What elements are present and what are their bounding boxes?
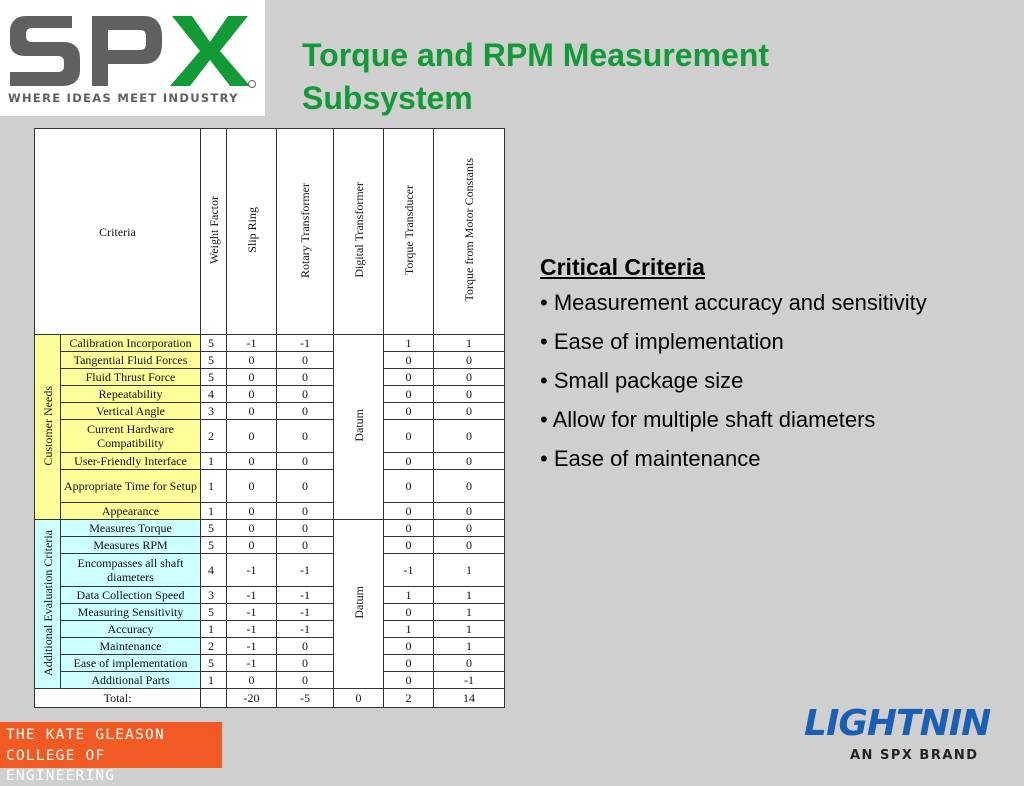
- table-cell: 0: [384, 352, 434, 369]
- table-body: [35, 335, 505, 689]
- criterion-label: Additional Parts: [61, 672, 201, 689]
- table-cell: 1: [201, 470, 227, 503]
- table-row: [35, 470, 505, 503]
- total-label: Total:: [35, 689, 201, 708]
- table-cell: 1: [434, 604, 505, 621]
- criterion-label: Current Hardware Compatibility: [61, 420, 201, 453]
- table-row: [35, 621, 505, 638]
- table-cell: 0: [384, 520, 434, 537]
- table-cell: 0: [384, 655, 434, 672]
- table-cell: 0: [384, 369, 434, 386]
- table-cell: -1: [277, 604, 334, 621]
- college-line-2: COLLEGE OF ENGINEERING: [6, 748, 116, 784]
- table-cell: 0: [277, 369, 334, 386]
- group-label: Customer Needs: [35, 335, 61, 520]
- table-cell: -1: [277, 335, 334, 352]
- table-header-row: [35, 129, 505, 335]
- criterion-label: Tangential Fluid Forces: [61, 352, 201, 369]
- table-cell: -1: [277, 587, 334, 604]
- lightnin-logo: [804, 704, 1022, 766]
- spx-logo: [0, 0, 265, 116]
- table-cell: 0: [434, 655, 505, 672]
- table-cell: 0: [227, 537, 277, 554]
- table-cell: 0: [227, 386, 277, 403]
- table-cell: -1: [227, 655, 277, 672]
- table-cell: 1: [384, 335, 434, 352]
- table-cell: -1: [277, 554, 334, 587]
- criterion-label: Repeatability: [61, 386, 201, 403]
- table-cell: 0: [384, 638, 434, 655]
- table-cell: 0: [434, 537, 505, 554]
- table-cell: 0: [384, 537, 434, 554]
- table-cell: 3: [201, 403, 227, 420]
- lightnin-subtitle: AN SPX BRAND: [850, 748, 979, 763]
- critical-criteria: [540, 252, 1010, 485]
- table-cell: -1: [227, 638, 277, 655]
- criterion-label: Accuracy: [61, 621, 201, 638]
- table-cell: 5: [201, 520, 227, 537]
- bullet-item: • Ease of maintenance: [540, 446, 761, 471]
- column-header: Digital Transformer: [334, 129, 384, 335]
- criterion-label: Measures RPM: [61, 537, 201, 554]
- table-cell: 0: [227, 470, 277, 503]
- table-row: [35, 554, 505, 587]
- table-cell: 0: [227, 453, 277, 470]
- table-cell: 0: [227, 520, 277, 537]
- table-cell: 0: [384, 386, 434, 403]
- table-cell: -1: [384, 554, 434, 587]
- table-cell: 1: [201, 672, 227, 689]
- table-cell: 0: [277, 403, 334, 420]
- criterion-label: Appearance: [61, 503, 201, 520]
- table-cell: 0: [434, 352, 505, 369]
- table-row: [35, 335, 505, 352]
- table-row: [35, 369, 505, 386]
- column-header: Torque from Motor Constants: [434, 129, 505, 335]
- table-cell: 1: [384, 621, 434, 638]
- table-row: [35, 537, 505, 554]
- criterion-label: Data Collection Speed: [61, 587, 201, 604]
- table-cell: -1: [277, 621, 334, 638]
- table-cell: 0: [434, 470, 505, 503]
- table-cell: 1: [434, 335, 505, 352]
- table-cell: 0: [434, 420, 505, 453]
- table-cell: 5: [201, 604, 227, 621]
- criterion-label: Appropriate Time for Setup: [61, 470, 201, 503]
- criterion-label: Measures Torque: [61, 520, 201, 537]
- criterion-label: Fluid Thrust Force: [61, 369, 201, 386]
- table-cell: 0: [277, 352, 334, 369]
- table-cell: 2: [384, 689, 434, 708]
- table-cell: 0: [277, 420, 334, 453]
- table-cell: 0: [227, 420, 277, 453]
- criterion-label: Measuring Sensitivity: [61, 604, 201, 621]
- table-row: [35, 604, 505, 621]
- table-cell: 0: [334, 689, 384, 708]
- table-cell: 1: [201, 621, 227, 638]
- table-cell: 0: [227, 672, 277, 689]
- table-cell: 0: [434, 403, 505, 420]
- table-cell: 0: [277, 453, 334, 470]
- table-cell: 3: [201, 587, 227, 604]
- total-row: [35, 689, 505, 708]
- table-cell: 4: [201, 554, 227, 587]
- bullet-item: • Ease of implementation: [540, 329, 784, 354]
- criterion-label: Calibration Incorporation: [61, 335, 201, 352]
- table-cell: 5: [201, 352, 227, 369]
- table-cell: 4: [201, 386, 227, 403]
- criteria-header: Criteria: [35, 129, 201, 335]
- table-cell: 0: [384, 403, 434, 420]
- table-cell: 5: [201, 369, 227, 386]
- group-label: Additional Evaluation Criteria: [35, 520, 61, 689]
- table-row: [35, 655, 505, 672]
- table-cell: 1: [434, 587, 505, 604]
- table-cell: 5: [201, 335, 227, 352]
- table-cell: -1: [227, 587, 277, 604]
- table-cell: 0: [434, 503, 505, 520]
- table-cell: 1: [434, 554, 505, 587]
- table-cell: 2: [201, 638, 227, 655]
- datum-cell: Datum: [334, 520, 384, 689]
- criterion-label: Ease of implementation: [61, 655, 201, 672]
- college-logo: [0, 722, 222, 784]
- table-cell: 0: [277, 386, 334, 403]
- table-cell: 0: [384, 503, 434, 520]
- table-cell: 1: [384, 587, 434, 604]
- table-cell: -1: [227, 554, 277, 587]
- table-cell: 0: [227, 352, 277, 369]
- table-cell: -1: [434, 672, 505, 689]
- table-cell: 0: [277, 520, 334, 537]
- table-cell: -1: [227, 604, 277, 621]
- table-cell: 0: [434, 453, 505, 470]
- table-cell: -1: [227, 621, 277, 638]
- table-row: [35, 386, 505, 403]
- table-cell: 5: [201, 537, 227, 554]
- table-cell: -5: [277, 689, 334, 708]
- table-cell: 1: [434, 621, 505, 638]
- table-cell: 14: [434, 689, 505, 708]
- table-cell: 0: [227, 503, 277, 520]
- table-cell: 0: [434, 386, 505, 403]
- spx-logo-mark: [4, 8, 256, 90]
- datum-cell: Datum: [334, 335, 384, 520]
- table-row: [35, 503, 505, 520]
- table-cell: 2: [201, 420, 227, 453]
- table-cell: 0: [277, 537, 334, 554]
- column-header: Rotary Transformer: [277, 129, 334, 335]
- bullet-item: • Measurement accuracy and sensitivity: [540, 290, 927, 315]
- table-cell: -1: [227, 335, 277, 352]
- table-row: [35, 587, 505, 604]
- table-cell: 0: [277, 503, 334, 520]
- table-cell: -20: [227, 689, 277, 708]
- criterion-label: Maintenance: [61, 638, 201, 655]
- column-header: Weight Factor: [201, 129, 227, 335]
- table-cell: 0: [384, 453, 434, 470]
- critical-criteria-heading: Critical Criteria: [540, 254, 705, 280]
- slide-title: Torque and RPM Measurement Subsystem: [302, 37, 770, 116]
- table-row: [35, 420, 505, 453]
- spx-tagline: WHERE IDEAS MEET INDUSTRY: [8, 91, 239, 105]
- college-line-1: THE KATE GLEASON: [6, 727, 165, 743]
- table-cell: 5: [201, 655, 227, 672]
- column-header: Torque Transducer: [384, 129, 434, 335]
- criterion-label: Encompasses all shaft diameters: [61, 554, 201, 587]
- table-row: [35, 453, 505, 470]
- criterion-label: Vertical Angle: [61, 403, 201, 420]
- table-cell: 0: [227, 369, 277, 386]
- table-cell: 0: [384, 604, 434, 621]
- table-cell: 0: [277, 672, 334, 689]
- table-cell: 0: [227, 403, 277, 420]
- table-cell: 1: [434, 638, 505, 655]
- table-cell: 0: [277, 470, 334, 503]
- table-cell: 0: [277, 655, 334, 672]
- table-row: [35, 520, 505, 537]
- table-cell: 0: [277, 638, 334, 655]
- table-cell: 1: [201, 453, 227, 470]
- table-cell: 0: [434, 520, 505, 537]
- table-cell: 0: [384, 672, 434, 689]
- table-cell: [201, 689, 227, 708]
- lightnin-wordmark: LIGHTNIN: [804, 703, 991, 744]
- table-cell: 0: [384, 470, 434, 503]
- criterion-label: User-Friendly Interface: [61, 453, 201, 470]
- bullet-item: • Allow for multiple shaft diameters: [540, 407, 876, 432]
- table-row: [35, 672, 505, 689]
- concept-selection-table: [34, 128, 505, 708]
- table-row: [35, 352, 505, 369]
- table-row: [35, 403, 505, 420]
- table-cell: 0: [384, 420, 434, 453]
- table-cell: 1: [201, 503, 227, 520]
- table-cell: 0: [434, 369, 505, 386]
- bullet-item: • Small package size: [540, 368, 744, 393]
- table-row: [35, 638, 505, 655]
- column-header: Slip Ring: [227, 129, 277, 335]
